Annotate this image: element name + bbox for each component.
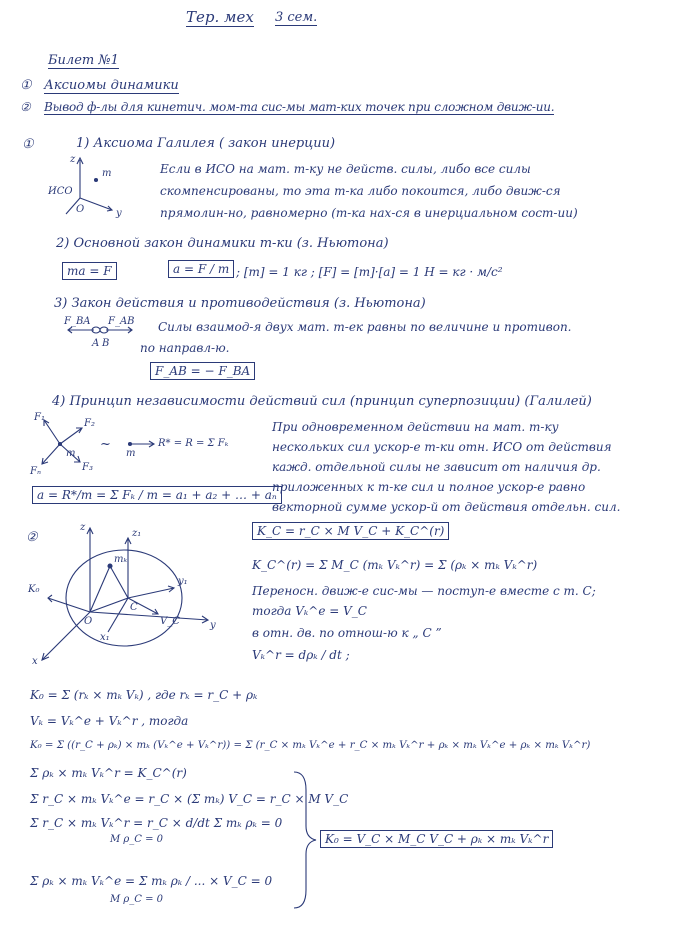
axiom4-superposition-diagram [30,410,260,482]
section2-axis-z1: z₁ [132,528,142,539]
axiom4-m2-label: m [126,448,136,459]
newton-law-formula: ma = F [62,262,117,280]
axiom4-fn-label: Fₙ [30,466,41,477]
axiom1-line-3: прямолин-но, равномерно (т-ка нах-ся в инерциальном сост-ии) [160,206,578,220]
axiom3-fba-label: F_BA [64,316,91,327]
axiom4-line-2: нескольких сил ускор-е т-ки отн. ИСО от действия [272,440,612,454]
section2-line-10: Σ r_C × mₖ Vₖ^e = r_C × (Σ mₖ) V_C = r_C × M V_C [30,792,349,806]
section2-line-4: в отн. дв. по отнош-ю к „ C ” [252,626,442,640]
q1-number: ① [20,78,32,93]
axiom3-forces-diagram [64,318,144,358]
section2-line-11: Σ r_C × mₖ Vₖ^r = r_C × d/dt Σ mₖ ρₖ = 0 [30,816,283,830]
units-formula: ; [m] = 1 кг ; [F] = [m]·[a] = 1 Н = кг · м/с² [236,265,503,279]
section2-line-12b: M ρ_C = 0 [110,894,164,905]
section2-k0-label: K₀ [28,584,40,595]
section2-axis-z: z [80,522,86,533]
axiom3-title: 3) Закон действия и противодействия (з. Ньютона) [54,296,426,311]
axiom3-line-2: по направл-ю. [140,341,230,355]
axiom3-fab-label: F_AB [108,316,135,327]
q2-number: ② [20,100,31,114]
section2-line-2: Переносн. движ-е сис-мы — поступ-е вместе с т. C; [252,584,596,598]
system-brace [290,770,320,910]
subject-title: Тер. мех [186,8,254,26]
section2-system-diagram [28,520,238,670]
superposition-formula: a = R*/m = Σ Fₖ / m = a₁ + a₂ + … + aₙ [32,486,282,504]
axiom4-sum-label: R* = R = Σ Fₖ [158,438,229,449]
semester-label: 3 сем. [275,10,318,25]
section2-mass-label: mₖ [114,554,128,565]
axiom4-line-3: кажд. отдельной силы не зависит от наличия др. [272,460,601,474]
axiom1-frame-label: ИСО [48,186,73,197]
section2-line-7: Vₖ = Vₖ^e + Vₖ^r , тогда [30,714,189,728]
axiom1-title: 1) Аксиома Галилея ( закон инерции) [76,136,336,151]
axiom3-point-b: B [102,338,110,349]
axiom4-tilde: ~ [100,437,111,452]
axiom3-point-a: A [92,338,100,349]
axiom4-f2-label: F₂ [84,418,95,429]
axiom2-title: 2) Основной закон динамики т-ки (з. Ньютона) [56,236,389,251]
section2-origin: O [84,616,93,627]
q1-text: Аксиомы динамики [44,78,179,93]
section2-axis-x1: x₁ [100,632,110,643]
section2-line-12: Σ ρₖ × mₖ Vₖ^e = Σ mₖ ρₖ / ... × V_C = 0 [30,874,273,888]
ticket-title: Билет №1 [48,53,119,68]
axiom1-axis-z: z [70,154,76,165]
axiom4-f1-label: F₁ [34,412,45,423]
q2-text: Вывод ф-лы для кинетич. мом-та сис-мы мат-ких точек при сложном движ-ии. [44,100,555,114]
axiom1-origin: O [76,204,85,215]
axiom4-line-1: При одновременном действии на мат. т-ку [272,420,559,434]
axiom1-frame-diagram [48,150,132,220]
acceleration-formula: a = F / m [168,260,234,278]
axiom4-title: 4) Принцип независимости действий сил (принцип суперпозиции) (Галилей) [52,394,592,409]
section2-line-3: тогда Vₖ^e = V_C [252,604,367,618]
section2-line-5: Vₖ^r = dρₖ / dt ; [252,648,350,662]
result-formula-box: K₀ = V_C × M_C V_C + ρₖ × mₖ Vₖ^r [320,830,553,848]
kc-formula-box: K_C = r_C × M V_C + K_C^(r) [252,522,449,540]
action-reaction-formula: F_AB = − F_BA [150,362,255,380]
section2-axis-y: y [210,620,216,631]
section2-vc-label: V_C [160,616,180,627]
axiom4-f3-label: F₃ [82,462,93,473]
section2-line-11b: M ρ_C = 0 [110,834,164,845]
axiom4-line-4: приложенных к т-ке сил и полное ускор-е равно [272,480,586,494]
section2-axis-x: x [32,656,38,667]
axiom1-line-2: скомпенсированы, то эта т-ка либо покоится, либо движ-ся [160,184,561,198]
section2-point-c: C [130,602,138,613]
section1-number: ① [22,137,34,152]
axiom3-line-1: Силы взаимод-я двух мат. т-ек равны по величине и противоп. [158,320,572,334]
axiom4-line-5: векторной сумме ускор-й от действия отдельн. сил. [272,500,621,514]
section2-line-1: K_C^(r) = Σ M_C (mₖ Vₖ^r) = Σ (ρₖ × mₖ Vₖ^r) [252,558,538,572]
axiom4-m-label: m [66,448,76,459]
axiom1-axis-y: y [116,208,122,219]
section2-number: ② [26,530,38,545]
section2-line-9: Σ ρₖ × mₖ Vₖ^r = K_C^(r) [30,766,187,780]
axiom1-point-m: m [102,168,112,179]
section2-axis-y1: y₁ [178,576,188,587]
axiom1-line-1: Если в ИСО на мат. т-ку не действ. силы, либо все силы [160,162,531,176]
section2-line-6: K₀ = Σ (rₖ × mₖ Vₖ) , где rₖ = r_C + ρₖ [30,688,258,702]
section2-line-8: K₀ = Σ ((r_C + ρₖ) × mₖ (Vₖ^e + Vₖ^r)) = Σ (r_C × mₖ Vₖ^e + r_C × mₖ Vₖ^r + ρₖ × mₖ Vₖ^e + ρₖ × mₖ Vₖ^r) [30,740,591,751]
